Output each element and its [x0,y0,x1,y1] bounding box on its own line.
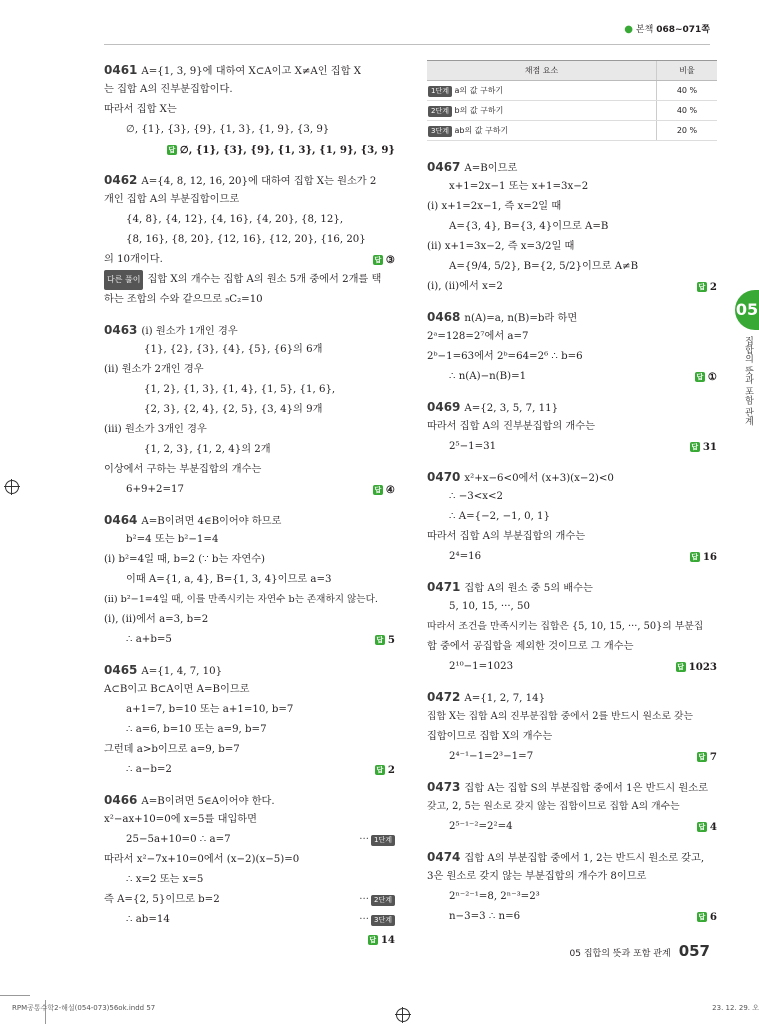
answer [676,657,717,677]
problem-0463 [104,320,395,500]
answer [373,250,395,270]
solution-text: 집합 A의 원소 중 5의 배수는 [464,583,593,594]
answer [368,930,395,950]
chapter-side-title: 집합의 뜻과 포함 관계 [743,336,753,426]
solution-text: 따라서 집합 A의 부분집합의 개수는 [427,531,586,542]
table-row [427,101,717,121]
answer-icon: 답 [691,443,699,451]
solution-text: ∴ a+b=5 [126,634,172,645]
solution-text: ∴ a−b=2 [126,764,172,775]
answer [375,760,395,780]
footer-chapter: 05 집합의 뜻과 포함 관계 [569,949,671,959]
solution-text: 2⁵⁻¹⁻²=2²=4 [449,821,513,832]
solution-text: 즉 A={2, 5}이므로 b=2 [104,894,220,905]
step-dots: ··· [359,914,370,925]
solution-text: 집합 X의 개수는 집합 A의 원소 5개 중에서 2개를 택 [147,274,382,285]
slug-filename: RPM공통수학2-해설(054-073)56ok.indd 57 [12,1004,156,1012]
answer-icon: 답 [698,283,706,291]
answer-text: ∅, {1}, {3}, {9}, {1, 3}, {1, 9}, {3, 9} [179,144,395,156]
solution-text: A={1, 2, 7, 14} [464,693,546,704]
problem-number: 0464 [104,513,138,527]
answer-text: 6 [709,911,717,923]
solution-text: 집합 X는 집합 A의 진부분집합 중에서 2를 반드시 원소로 갖는 [427,711,693,722]
step-dots: ··· [359,894,370,905]
answer [375,630,395,650]
problem-number: 0470 [427,470,461,484]
answer-text: ③ [385,254,395,266]
solution-text: (i) 원소가 1개인 경우 [141,326,238,337]
problem-number: 0463 [104,323,138,337]
solution-text: 하는 조합의 수와 같으므로 ₅C₂=10 [104,294,263,305]
solution-text: 는 집합 A의 진부분집합이다. [104,84,233,95]
solution-text: A={1, 3, 9}에 대하여 X⊂A이고 X≠A인 집합 X [141,66,361,77]
step-tag [359,910,395,930]
table-cell: a의 값 구하기 [454,85,504,95]
solution-text: a+1=7, b=10 또는 a+1=10, b=7 [126,704,294,715]
solution-text: 따라서 조건을 만족시키는 집합은 {5, 10, 15, ···, 50}의 부분집 [427,621,704,632]
table-cell: 40 % [657,101,718,121]
solution-text: 6+9+2=17 [126,484,185,495]
answer [690,547,717,567]
answer-text: 16 [702,551,717,563]
step-badge: 2단계 [428,106,452,117]
answer [690,437,717,457]
solution-text: 25−5a+10=0 ∴ a=7 [126,834,231,845]
answer [695,367,717,387]
answer-text: ① [707,371,717,383]
answer-text: 14 [380,934,395,946]
solution-text: A={3, 4}, B={3, 4}이므로 A=B [449,221,609,232]
answer-icon: 답 [698,913,706,921]
answer [167,140,395,160]
problem-number: 0461 [104,63,138,77]
solution-text: ∴ ab=14 [126,914,170,925]
problem-0465 [104,660,395,780]
problem-0466 [104,790,395,950]
problem-number: 0469 [427,400,461,414]
solution-text: ∴ a=6, b=10 또는 a=9, b=7 [126,724,267,735]
solution-text: {4, 8}, {4, 12}, {4, 16}, {4, 20}, {8, 12}, [126,214,344,225]
solution-text: A={1, 4, 7, 10} [141,666,223,677]
solution-text: (iii) 원소가 3개인 경우 [104,424,207,435]
problem-number: 0471 [427,580,461,594]
answer-icon: 답 [691,553,699,561]
solution-text: n(A)=a, n(B)=b라 하면 [464,313,578,324]
solution-text: 집합 A는 집합 S의 부분집합 중에서 1은 반드시 원소로 [464,783,708,794]
solution-text: 집합 A의 부분집합 중에서 1, 2는 반드시 원소로 갖고, [464,853,705,864]
step-badge: 1단계 [428,86,452,97]
right-column [427,60,717,937]
solution-text: 5, 10, 15, ···, 50 [449,601,530,612]
left-column [104,60,395,960]
step-badge: 2단계 [371,895,395,906]
table-cell: ab의 값 구하기 [454,125,509,135]
solution-text: 이때 A={1, a, 4}, B={1, 3, 4}이므로 a=3 [126,574,332,585]
solution-text: 개인 집합 A의 부분집합이므로 [104,194,240,205]
answer-icon: 답 [698,823,706,831]
solution-text: A={2, 3, 5, 7, 11} [464,403,559,414]
answer-text: 1023 [688,661,717,673]
answer [697,747,717,767]
page-header [624,22,710,35]
table-header: 비율 [657,61,718,81]
solution-text: 2ⁿ⁻²⁻¹=8, 2ⁿ⁻³=2³ [449,891,540,902]
answer-icon: 답 [374,486,382,494]
problem-0464 [104,510,395,650]
book-label: 본책 [635,25,654,35]
solution-text: 따라서 집합 A의 진부분집합의 개수는 [427,421,595,432]
solution-text: ∴ A={−2, −1, 0, 1} [449,511,551,522]
solution-text: {2, 3}, {2, 4}, {2, 5}, {3, 4}의 9개 [144,404,323,415]
table-row [427,81,717,101]
solution-text: 집합이므로 집합 X의 개수는 [427,731,553,742]
table-row [427,121,717,141]
problem-0468 [427,307,717,387]
solution-text: 2ᵇ−1=63에서 2ᵇ=64=2⁶ ∴ b=6 [427,351,583,362]
problem-number: 0473 [427,780,461,794]
solution-text: 따라서 x²−7x+10=0에서 (x−2)(x−5)=0 [104,854,300,865]
answer-text: 4 [709,821,717,833]
step-tag [359,890,395,910]
step-badge: 3단계 [371,915,395,926]
page-footer [570,942,710,960]
solution-text: 합 중에서 공집합을 제외한 것이므로 그 개수는 [427,641,634,652]
solution-text: (i), (ii)에서 x=2 [427,281,503,292]
step-badge: 1단계 [371,835,395,846]
solution-text: (ii) 원소가 2개인 경우 [104,364,204,375]
solution-text: {1, 2}, {1, 3}, {1, 4}, {1, 5}, {1, 6}, [144,384,336,395]
solution-text: b²=4 또는 b²−1=4 [126,534,219,545]
answer-text: 5 [387,634,395,646]
scoring-table [427,60,717,141]
registration-mark-icon [5,480,19,494]
problem-0470 [427,467,717,567]
answer-text: 31 [702,441,717,453]
solution-text: n−3=3 ∴ n=6 [449,911,521,922]
problem-number: 0466 [104,793,138,807]
solution-text: (i), (ii)에서 a=3, b=2 [104,614,209,625]
solution-text: (i) x+1=2x−1, 즉 x=2일 때 [427,201,562,212]
step-tag [359,830,395,850]
solution-text: A⊂B이고 B⊂A이면 A=B이므로 [104,684,250,695]
answer-text: ④ [385,484,395,496]
problem-number: 0474 [427,850,461,864]
solution-text: x+1=2x−1 또는 x+1=3x−2 [449,181,589,192]
solution-text: (ii) b²−1=4일 때, 이를 만족시키는 자연수 b는 존재하지 않는다. [104,594,378,605]
problem-0474 [427,847,717,927]
crop-mark [0,995,30,996]
answer-text: 7 [709,751,717,763]
answer [373,480,395,500]
answer-icon: 답 [696,373,704,381]
problem-0461 [104,60,395,160]
answer-icon: 답 [677,663,685,671]
problem-0462 [104,170,395,310]
page-number: 057 [678,942,710,960]
problem-0471 [427,577,717,677]
solution-text: 2¹⁰−1=1023 [449,661,514,672]
solution-text: ∅, {1}, {3}, {9}, {1, 3}, {1, 9}, {3, 9} [126,124,330,135]
solution-text: A={9/4, 5/2}, B={2, 5/2}이므로 A≠B [449,261,639,272]
solution-text: x²+x−6<0에서 (x+3)(x−2)<0 [464,473,614,484]
problem-0473 [427,777,717,837]
solution-text: 이상에서 구하는 부분집합의 개수는 [104,464,262,475]
problem-0469 [427,397,717,457]
solution-text: 갖고, 2, 5는 원소로 갖지 않는 집합이므로 집합 A의 개수는 [427,801,680,812]
solution-text: 3은 원소로 갖지 않는 부분집합의 개수가 8이므로 [427,871,647,882]
solution-text: 따라서 집합 X는 [104,104,177,115]
problem-number: 0472 [427,690,461,704]
solution-text: 그런데 a>b이므로 a=9, b=7 [104,744,240,755]
solution-text: {8, 16}, {8, 20}, {12, 16}, {12, 20}, {16, 20} [126,234,366,245]
problem-number: 0468 [427,310,461,324]
solution-text: ∴ x=2 또는 x=5 [126,874,204,885]
solution-text: A=B이므로 [464,163,518,174]
answer-icon: 답 [376,636,384,644]
table-header: 채점 요소 [427,61,657,81]
answer-icon: 답 [376,766,384,774]
solution-text: A=B이려면 4∈B이어야 하므로 [141,516,282,527]
alt-solution-badge: 다른 풀이 [104,270,143,290]
answer-icon: 답 [698,753,706,761]
solution-text: ∴ n(A)−n(B)=1 [449,371,527,382]
solution-text: (i) b²=4일 때, b=2 (∵ b는 자연수) [104,554,266,565]
solution-text: A={4, 8, 12, 16, 20}에 대하여 집합 X는 원소가 2 [141,176,377,187]
solution-text: x²−ax+10=0에 x=5를 대입하면 [104,814,257,825]
problem-number: 0462 [104,173,138,187]
bullet-icon: ● [624,24,633,35]
solution-text: 2⁴=16 [449,551,482,562]
table-cell: b의 값 구하기 [454,105,504,115]
registration-mark-icon [396,1008,410,1022]
table-cell: 40 % [657,81,718,101]
step-badge: 3단계 [428,126,452,137]
answer-icon: 답 [168,146,176,154]
table-cell: 20 % [657,121,718,141]
answer [697,277,717,297]
solution-text: 2⁵−1=31 [449,441,497,452]
solution-text: 의 10개이다. [104,254,163,265]
answer [697,817,717,837]
problem-number: 0465 [104,663,138,677]
slug-date: 23. 12. 29. 오 [712,1004,759,1012]
problem-0472 [427,687,717,767]
answer-icon: 답 [369,936,377,944]
solution-text: {1, 2, 3}, {1, 2, 4}의 2개 [144,444,271,455]
answer-text: 2 [709,281,717,293]
answer-text: 2 [387,764,395,776]
solution-text: {1}, {2}, {3}, {4}, {5}, {6}의 6개 [144,344,323,355]
solution-text: 2ᵃ=128=2⁷에서 a=7 [427,331,529,342]
solution-text: (ii) x+1=3x−2, 즉 x=3/2일 때 [427,241,575,252]
solution-text: ∴ −3<x<2 [449,491,504,502]
page-range: 068~071쪽 [656,25,710,35]
problem-0467 [427,157,717,297]
solution-text: A=B이려면 5∈A이어야 한다. [141,796,275,807]
header-rule [104,44,710,45]
solution-text: 2⁴⁻¹−1=2³−1=7 [449,751,534,762]
answer [697,907,717,927]
problem-number: 0467 [427,160,461,174]
answer-icon: 답 [374,256,382,264]
step-dots: ··· [359,834,370,845]
chapter-tab: 05 [735,290,759,330]
